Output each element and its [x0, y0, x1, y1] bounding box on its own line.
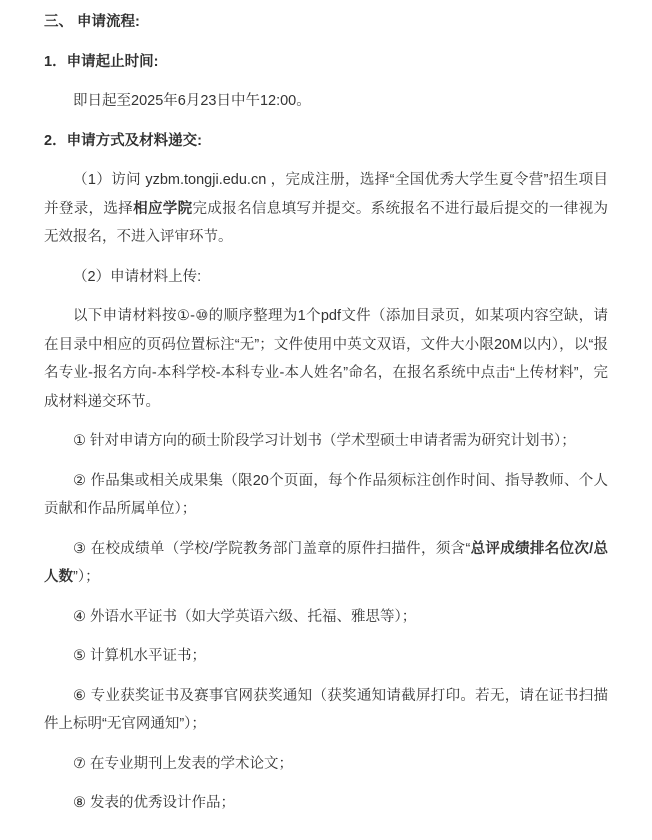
material-item-7: [44, 750, 608, 779]
material-item-4: [44, 603, 608, 632]
step-1-paragraph-segment-2: 完成报名信息填写并提交。系统报名不进行最后提交的一律视为无效报名，不进入评审环节。: [44, 200, 608, 245]
material-item-6: [44, 682, 608, 739]
material-item-7-segment-0: ⑦ 在专业期刊上发表的学术论文；: [73, 755, 294, 772]
material-item-1-segment-0: ① 针对申请方向的硕士阶段学习计划书（学术型硕士申请者需为研究计划书）；: [73, 433, 576, 449]
subsection-1-heading-segment-0: 1．申请起止时间:: [44, 53, 159, 70]
material-item-2: [44, 467, 608, 524]
step-1-paragraph: [44, 166, 608, 252]
material-item-4-segment-0: ④ 外语水平证书（如大学英语六级、托福、雅思等）；: [73, 608, 417, 625]
material-item-1: [44, 427, 608, 456]
section-heading: [44, 8, 608, 37]
subsection-2-heading: [44, 127, 608, 156]
document-body: [44, 8, 608, 818]
material-item-3-segment-1: 总评成绩排名位次/总人数: [44, 540, 609, 585]
materials-intro-paragraph: [44, 302, 608, 416]
step-2-paragraph-segment-0: （2）申请材料上传:: [73, 268, 202, 285]
subsection-2-heading-segment-0: 2．申请方式及材料递交:: [44, 132, 202, 149]
step-2-paragraph: [44, 263, 608, 292]
material-item-3: [44, 535, 608, 592]
deadline-paragraph: [44, 87, 608, 116]
material-item-8: [44, 789, 608, 818]
step-1-paragraph-segment-0: （1）访问 yzbm.tongji.edu.cn ，完成注册，选择“全国优秀大学生夏令营”招生项目并登录，选择: [44, 172, 608, 217]
material-item-6-segment-0: ⑥ 专业获奖证书及赛事官网获奖通知（获奖通知请截屏打印。若无，请在证书扫描件上标明“无官网通知”）；: [44, 687, 608, 732]
material-item-3-segment-0: ③ 在校成绩单（学校/学院教务部门盖章的原件扫描件，须含“: [73, 540, 471, 557]
step-1-paragraph-segment-1: 相应学院: [133, 200, 193, 217]
material-item-3-segment-2: ”）；: [73, 569, 100, 585]
material-item-5-segment-0: ⑤ 计算机水平证书；: [73, 648, 207, 664]
section-heading-segment-0: 三、 申请流程:: [44, 14, 140, 30]
materials-intro-paragraph-segment-0: 以下申请材料按①-⑩的顺序整理为1个pdf文件（添加目录页，如某项内容空缺，请在目录中相应的页码位置标注“无”；文件使用中英文双语，文件大小限20M以内），以“报名专业-报名方向-本科学校-本科专业-本人姓名”命名，在报名系统中点击“上传材料”，完成材料递交环节。: [44, 308, 608, 410]
subsection-1-heading: [44, 48, 608, 77]
deadline-paragraph-segment-0: 即日起至2025年6月23日中午12:00。: [73, 93, 311, 109]
material-item-8-segment-0: ⑧ 发表的优秀设计作品；: [73, 795, 236, 811]
material-item-5: [44, 642, 608, 671]
material-item-2-segment-0: ② 作品集或相关成果集（限20个页面，每个作品须标注创作时间、指导教师、个人贡献和作品所属单位）；: [44, 472, 608, 517]
